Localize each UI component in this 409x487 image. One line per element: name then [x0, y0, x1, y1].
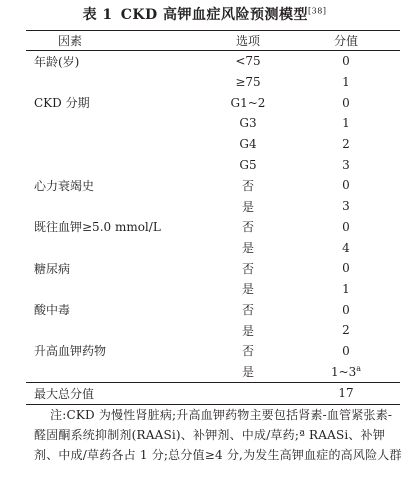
- table-title: CKD 高钾血症风险预测模型: [120, 7, 309, 23]
- cell-score: 4: [342, 240, 350, 255]
- cell-factor: 年龄(岁): [34, 54, 80, 69]
- cell-score: 3: [342, 199, 350, 214]
- cell-score: 0: [342, 54, 350, 69]
- cell-factor: 酸中毒: [34, 303, 71, 318]
- reference-mark: [38]: [308, 6, 327, 16]
- table-row: [26, 279, 400, 300]
- cell-score: 0: [342, 95, 350, 110]
- cell-option: 是: [241, 365, 254, 380]
- cell-option: G3: [239, 116, 257, 131]
- table-row: [26, 258, 400, 279]
- risk-model-table: [26, 30, 400, 405]
- cell-factor: [26, 320, 204, 341]
- cell-score: 1: [342, 75, 350, 90]
- cell-factor: [26, 196, 204, 217]
- cell-option: 否: [241, 303, 254, 318]
- cell-score: 1~3$^a$: [330, 364, 362, 380]
- table-row: [26, 175, 400, 196]
- cell-factor: 心力衰竭史: [34, 178, 95, 193]
- cell-factor: [26, 361, 204, 382]
- cell-option: 是: [241, 282, 254, 297]
- cell-score: 0: [342, 178, 350, 193]
- cell-factor: 既往血钾≥5.0 mmol/L: [34, 220, 161, 235]
- cell-score: 1: [342, 281, 350, 296]
- table-row: [26, 361, 400, 382]
- table-row: [26, 196, 400, 217]
- cell-option: ≥75: [235, 75, 261, 90]
- cell-score: 3: [342, 157, 350, 172]
- cell-factor: [26, 113, 204, 134]
- table-label: 表 1: [82, 7, 113, 23]
- table-row: [26, 217, 400, 238]
- table-header-row: [26, 31, 400, 51]
- cell-factor: CKD 分期: [34, 96, 90, 111]
- table-row: [26, 51, 400, 72]
- cell-score: 0: [342, 261, 350, 276]
- cell-score: 0: [342, 343, 350, 358]
- table-body: [26, 51, 400, 405]
- cell-score: 0: [342, 302, 350, 317]
- table-row: [26, 320, 400, 341]
- cell-factor: [26, 237, 204, 258]
- table-row: [26, 154, 400, 175]
- cell-score: 2: [342, 323, 350, 338]
- cell-factor: 升高血钾药物: [34, 344, 107, 359]
- cell-option: 否: [241, 261, 254, 276]
- cell-score: 2: [342, 137, 350, 152]
- cell-option: G1~2: [230, 95, 266, 110]
- cell-score: 0: [342, 219, 350, 234]
- table-row: [26, 341, 400, 362]
- header-option: 选项: [235, 34, 260, 48]
- cell-score: 17: [338, 386, 354, 401]
- cell-option: <75: [235, 54, 261, 69]
- header-score: 分值: [333, 34, 358, 48]
- table-footnote: 注:CKD 为慢性肾脏病;升高血钾药物主要包括肾素-血管紧张素-醛固酮系统抑制剂(RAASi)、补钾剂、中成/草药;ª RAASi、补钾剂、中成/草药各占 1 分;总分值≥4 分,为发生高钾血症的高风险人群: [34, 408, 402, 462]
- table-caption: [0, 4, 409, 24]
- cell-option: G4: [239, 137, 257, 152]
- table-row: [26, 383, 400, 405]
- cell-option: G5: [239, 157, 257, 172]
- cell-score: 1: [342, 116, 350, 131]
- table-row: [26, 72, 400, 93]
- footnote-mark: a: [356, 364, 362, 374]
- cell-option: 否: [241, 220, 254, 235]
- table-row: [26, 113, 400, 134]
- cell-factor: [26, 72, 204, 93]
- table-row: [26, 237, 400, 258]
- cell-option: [204, 383, 292, 405]
- cell-option: 是: [241, 241, 254, 256]
- cell-option: 是: [241, 199, 254, 214]
- table-row: [26, 92, 400, 113]
- header-factor: 因素: [57, 34, 82, 48]
- table-row: [26, 299, 400, 320]
- cell-factor: 糖尿病: [34, 261, 71, 276]
- cell-option: 否: [241, 344, 254, 359]
- cell-factor: [26, 154, 204, 175]
- cell-option: 是: [241, 323, 254, 338]
- cell-factor: [26, 134, 204, 155]
- table-row: [26, 134, 400, 155]
- cell-option: 否: [241, 178, 254, 193]
- cell-factor: 最大总分值: [34, 386, 95, 401]
- cell-factor: [26, 279, 204, 300]
